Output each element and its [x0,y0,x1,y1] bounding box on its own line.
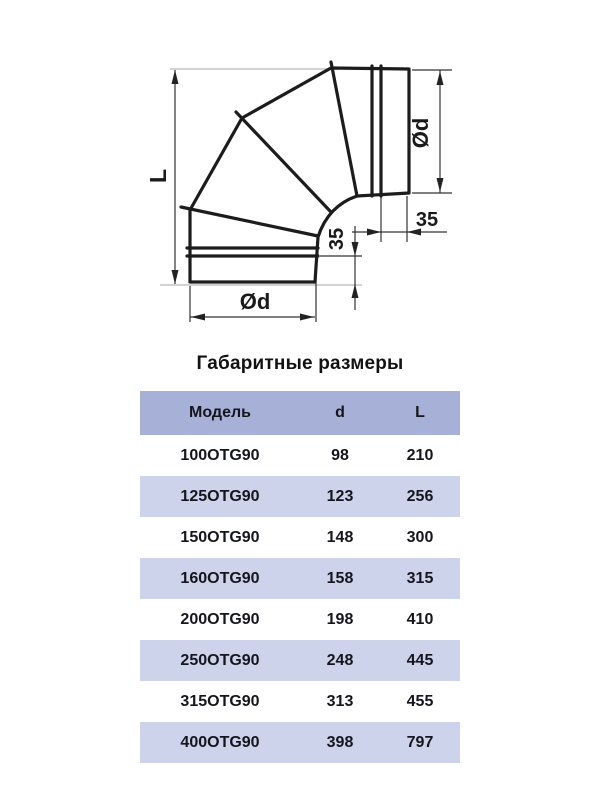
model-cell: 150OTG90 [180,528,260,546]
dim-label-diameter-right: Ød [408,117,433,149]
d-cell: 248 [326,651,354,669]
d-cell: 148 [326,528,354,546]
section-title: Габаритные размеры [196,353,404,374]
fold-line-top [331,62,357,196]
header-d: d [300,391,380,435]
fold-line-bottom [181,207,318,236]
table-row [140,558,460,599]
model-cell: 315OTG90 [180,692,260,710]
table-row [140,681,460,722]
table-row [140,722,460,763]
table-row [140,435,460,476]
dim-label-diameter-bottom: Ød [239,289,271,314]
dimensions-table [140,391,460,763]
l-cell: 455 [406,692,434,710]
table-row [140,640,460,681]
d-cell: 123 [326,487,354,505]
model-cell: 160OTG90 [180,569,260,587]
elbow-body [181,62,409,282]
l-cell: 210 [406,446,434,464]
l-cell: 410 [406,610,434,628]
d-cell: 398 [326,733,354,751]
table-body [140,435,460,763]
dim-label-L: L [145,168,171,184]
header-model: Модель [140,391,300,435]
table-row [140,599,460,640]
l-cell: 315 [406,569,434,587]
l-cell: 797 [406,733,434,751]
header-l: L [380,391,460,435]
elbow-diagram [0,0,600,345]
elbow-drawing [0,0,600,345]
d-cell: 98 [331,446,349,464]
dim-label-35-bottom: 35 [326,227,348,251]
table-row [140,517,460,558]
dim-label-35-right: 35 [415,209,439,231]
fold-line-middle [236,112,330,211]
table-header-row [140,391,460,435]
d-cell: 198 [326,610,354,628]
d-cell: 313 [326,692,354,710]
l-cell: 445 [406,651,434,669]
model-cell: 100OTG90 [180,446,260,464]
model-cell: 400OTG90 [180,733,260,751]
l-cell: 256 [406,487,434,505]
model-cell: 200OTG90 [180,610,260,628]
model-cell: 125OTG90 [180,487,260,505]
model-cell: 250OTG90 [180,651,260,669]
l-cell: 300 [406,528,434,546]
d-cell: 158 [326,569,354,587]
elbow-contour [190,68,409,282]
table-row [140,476,460,517]
